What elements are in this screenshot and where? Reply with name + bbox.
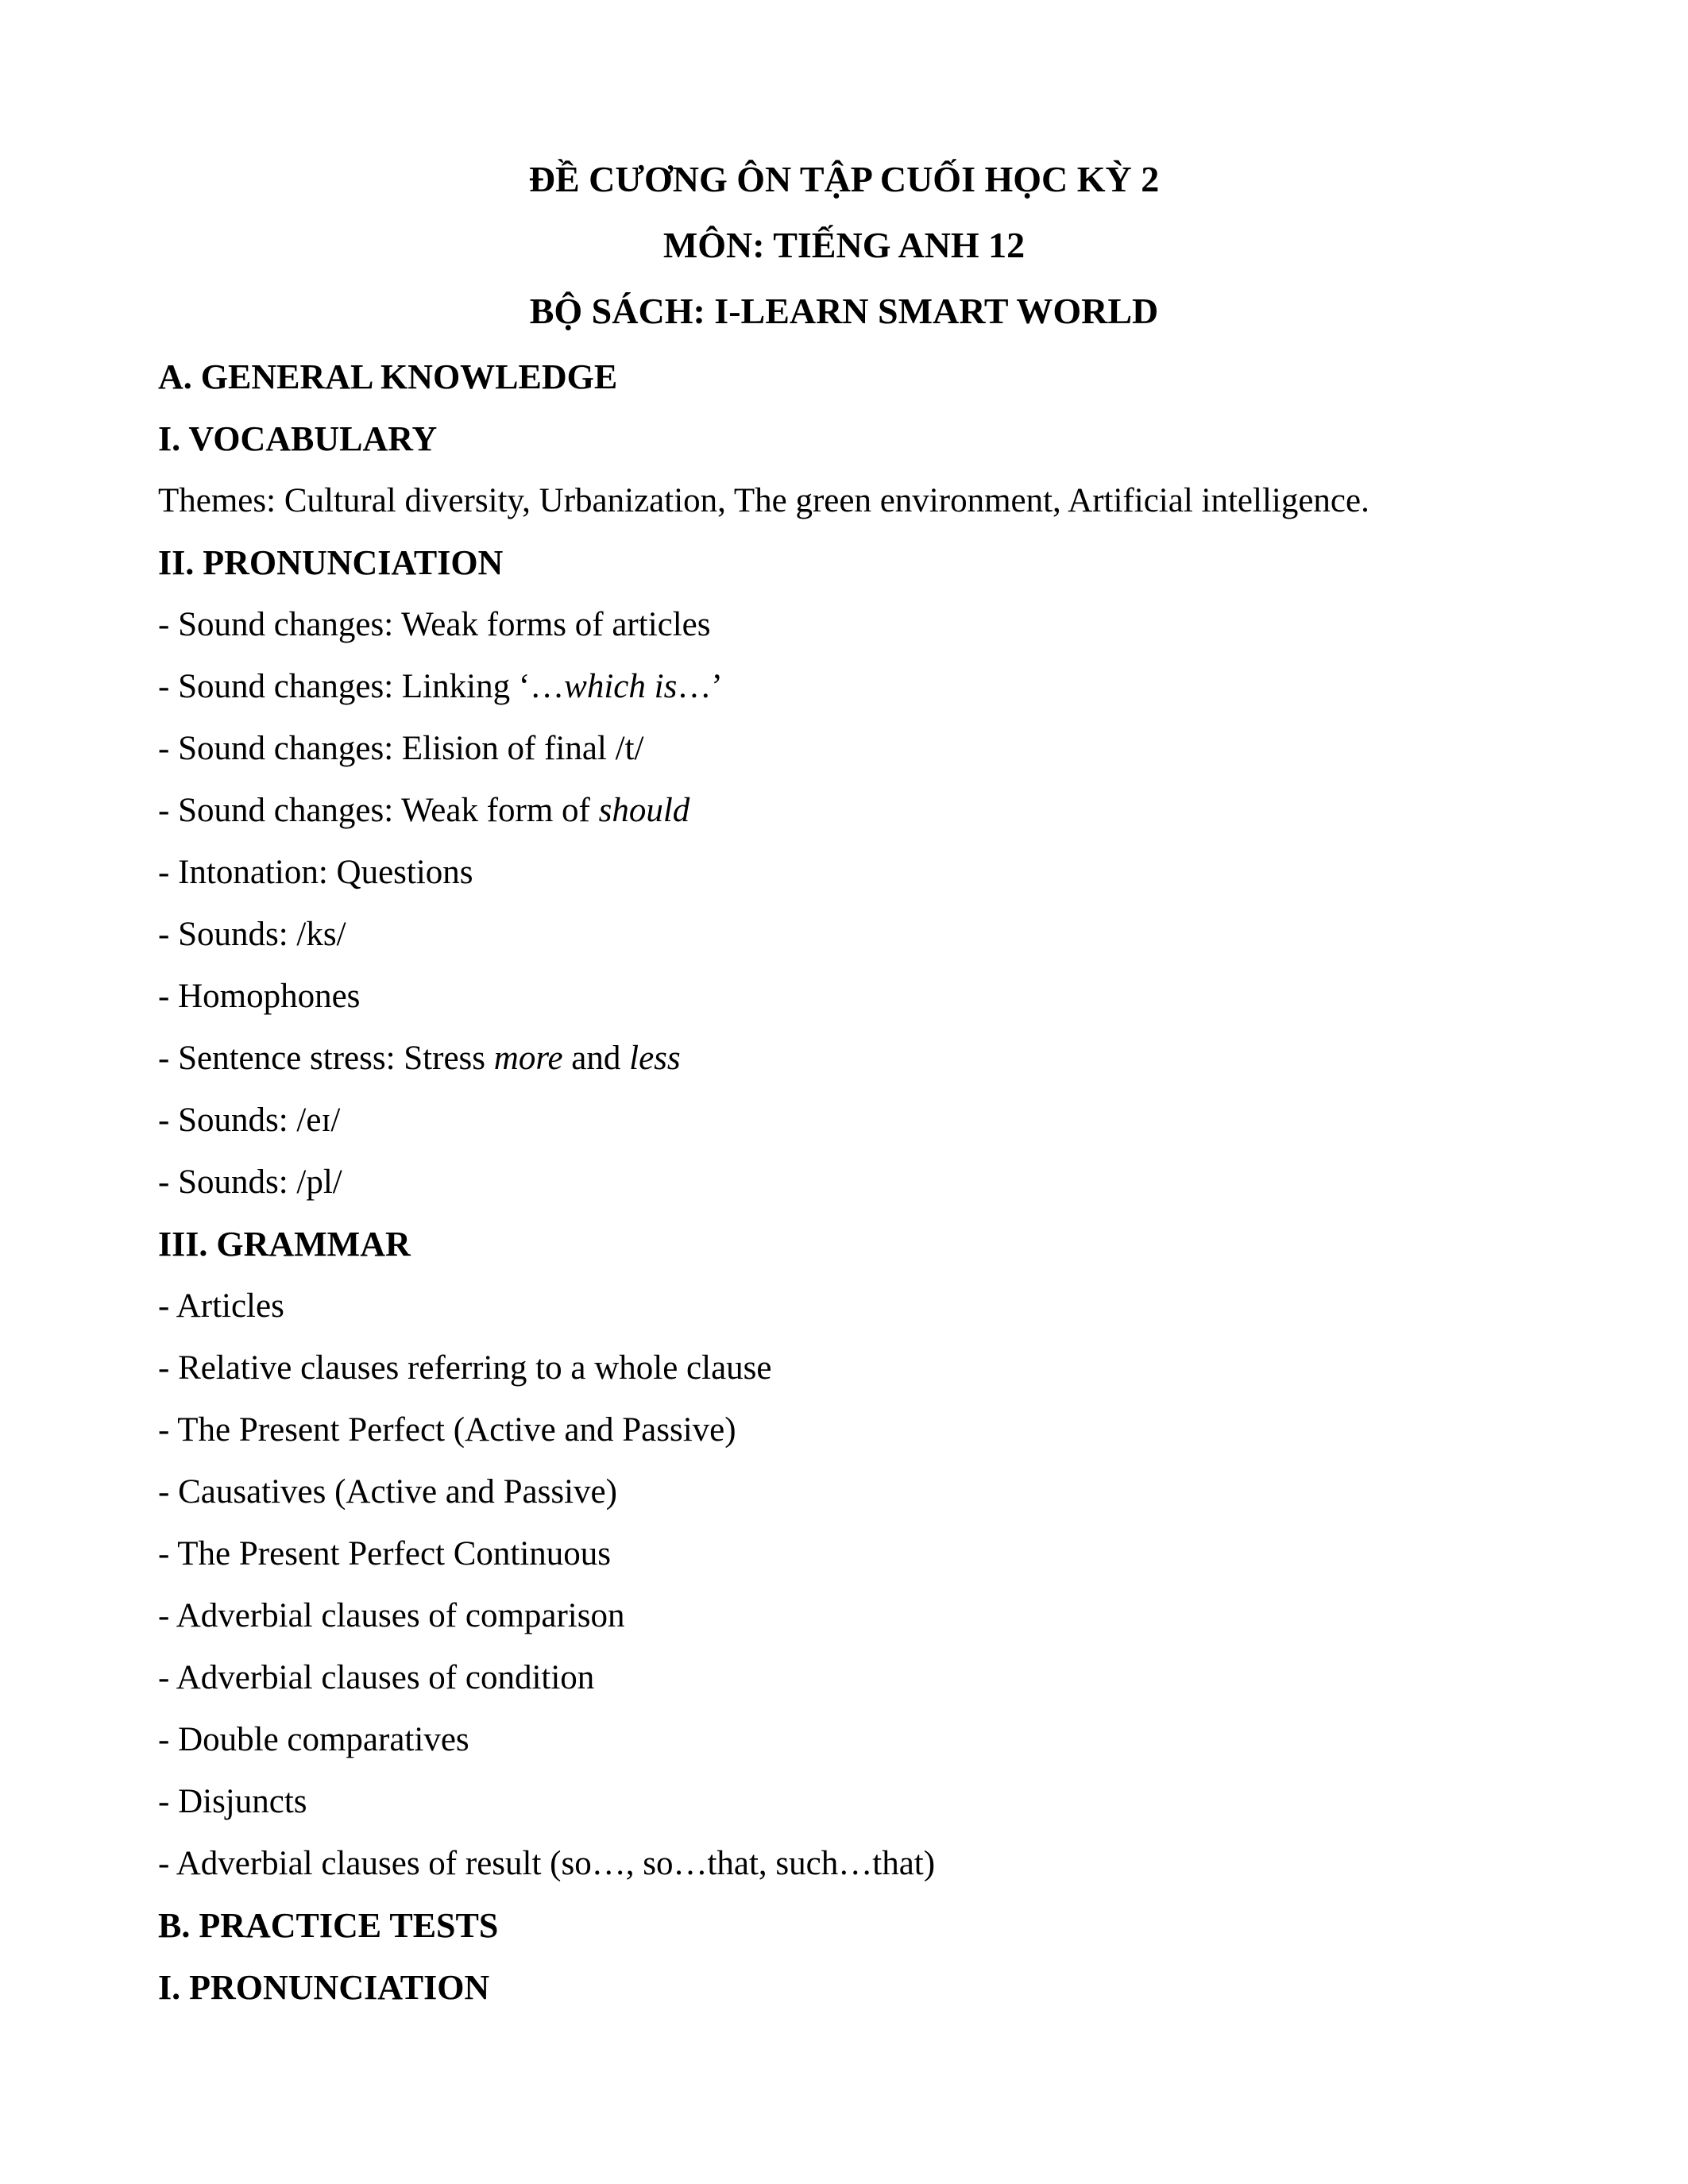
grammar-item: - Disjuncts	[158, 1783, 307, 1820]
pronunciation-item	[158, 1036, 681, 1081]
pronunciation-item	[158, 665, 723, 709]
pronunciation-item	[158, 789, 689, 833]
item-text: - Sound changes: Linking ‘…	[158, 668, 565, 705]
pronunciation-item: - Sound changes: Elision of final /t/	[158, 730, 644, 767]
item-italic-text: more	[493, 1040, 563, 1077]
item-text: - Sound changes: Weak form of	[158, 792, 599, 829]
grammar-item: - Causatives (Active and Passive)	[158, 1473, 617, 1511]
pronunciation-item: - Sounds: /pl/	[158, 1163, 342, 1201]
grammar-item: - The Present Perfect Continuous	[158, 1535, 612, 1572]
grammar-heading: III. GRAMMAR	[158, 1225, 411, 1264]
document-title-line-3: BỘ SÁCH: I-LEARN SMART WORLD	[529, 291, 1159, 331]
item-text: …’	[677, 668, 723, 705]
item-text: - Sentence stress: Stress	[158, 1040, 494, 1077]
pronunciation-heading: II. PRONUNCIATION	[158, 543, 504, 582]
section-a-heading: A. GENERAL KNOWLEDGE	[158, 357, 618, 396]
document-title-line-1: ĐỀ CƯƠNG ÔN TẬP CUỐI HỌC KỲ 2	[528, 159, 1160, 199]
document-title-line-2: MÔN: TIẾNG ANH 12	[662, 225, 1026, 265]
grammar-item: - The Present Perfect (Active and Passive)	[158, 1411, 736, 1449]
section-b-heading: B. PRACTICE TESTS	[158, 1906, 499, 1945]
item-text: and	[562, 1040, 630, 1077]
pronunciation-item: - Homophones	[158, 978, 361, 1015]
practice-pronunciation-heading: I. PRONUNCIATION	[158, 1968, 490, 2007]
vocabulary-heading: I. VOCABULARY	[158, 419, 438, 458]
vocabulary-themes: Themes: Cultural diversity, Urbanization, The green environment, Artificial intelligence.	[158, 482, 1369, 519]
grammar-item: - Adverbial clauses of result (so…, so…that, such…that)	[158, 1845, 936, 1882]
grammar-item: - Relative clauses referring to a whole clause	[158, 1349, 772, 1387]
pronunciation-item: - Sounds: /eɪ/	[158, 1102, 341, 1139]
pronunciation-item: - Sound changes: Weak forms of articles	[158, 606, 711, 643]
grammar-item: - Adverbial clauses of condition	[158, 1659, 595, 1696]
pronunciation-item: - Sounds: /ks/	[158, 916, 346, 953]
item-italic-text: should	[598, 792, 690, 829]
item-italic-text: which is	[564, 668, 678, 705]
grammar-item: - Adverbial clauses of comparison	[158, 1597, 625, 1634]
grammar-item: - Articles	[158, 1287, 284, 1325]
item-italic-text: less	[629, 1040, 681, 1077]
pronunciation-item: - Intonation: Questions	[158, 854, 473, 891]
grammar-item: - Double comparatives	[158, 1721, 469, 1758]
